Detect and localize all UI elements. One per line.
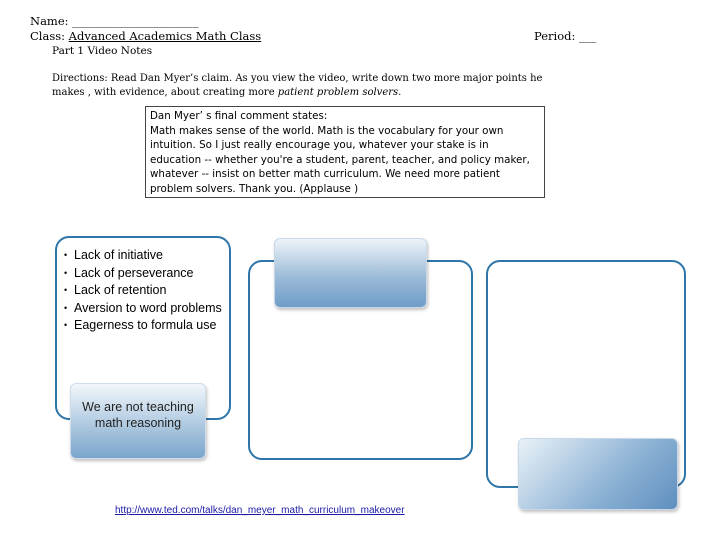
list-item	[64, 318, 224, 333]
quote-heading: Dan Myer’ s final comment states:	[150, 110, 328, 122]
video-link[interactable]: http://www.ted.com/talks/dan_meyer_math_curriculum_makeover	[115, 505, 405, 516]
point-tile-2	[274, 238, 427, 308]
bullet-icon: •	[64, 285, 68, 295]
list-item	[64, 248, 224, 263]
bullet-icon: •	[64, 302, 68, 313]
point-text: Lack of perseverance	[74, 265, 194, 280]
point-text: Lack of retention	[74, 283, 167, 297]
point-text: Lack of initiative	[74, 248, 163, 262]
point-list	[64, 248, 224, 336]
class-value: Advanced Academics Math Class	[68, 29, 262, 43]
point-text: Aversion to word problems	[74, 300, 222, 315]
quote-body: Math makes sense of the world. Math is the vocabulary for your own intuition. So I just really encourage you, whatever your stake is in education -- whether you're a student, parent, teacher, and policy maker, whatever -- insist on better math curriculum. We need more patient problem solvers. Thank you. (Applause )	[150, 124, 530, 195]
bullet-icon: •	[64, 250, 68, 260]
point-text: Eagerness to formula use	[74, 318, 217, 332]
class-line	[30, 29, 261, 43]
name-line: Name: ______________________	[30, 14, 199, 28]
list-item	[64, 301, 224, 316]
list-item	[64, 283, 224, 298]
bullet-icon: •	[64, 267, 68, 278]
quote-box	[145, 106, 545, 198]
directions-emphasis: patient problem solvers	[277, 87, 399, 98]
callout-box: We are not teaching math reasoning	[70, 383, 206, 459]
list-item	[64, 266, 224, 281]
bullet-icon: •	[64, 320, 68, 330]
point-tile-3	[518, 438, 678, 510]
class-label: Class:	[30, 29, 66, 43]
directions-end: .	[398, 87, 402, 98]
directions-text: Directions: Read Dan Myer’s claim. As you view the video, write down two more major points he makes , with evidence, about creating more	[52, 73, 543, 98]
page-subtitle: Part 1 Video Notes	[52, 45, 153, 57]
period-line: Period: ___	[534, 29, 597, 43]
directions	[52, 72, 572, 100]
